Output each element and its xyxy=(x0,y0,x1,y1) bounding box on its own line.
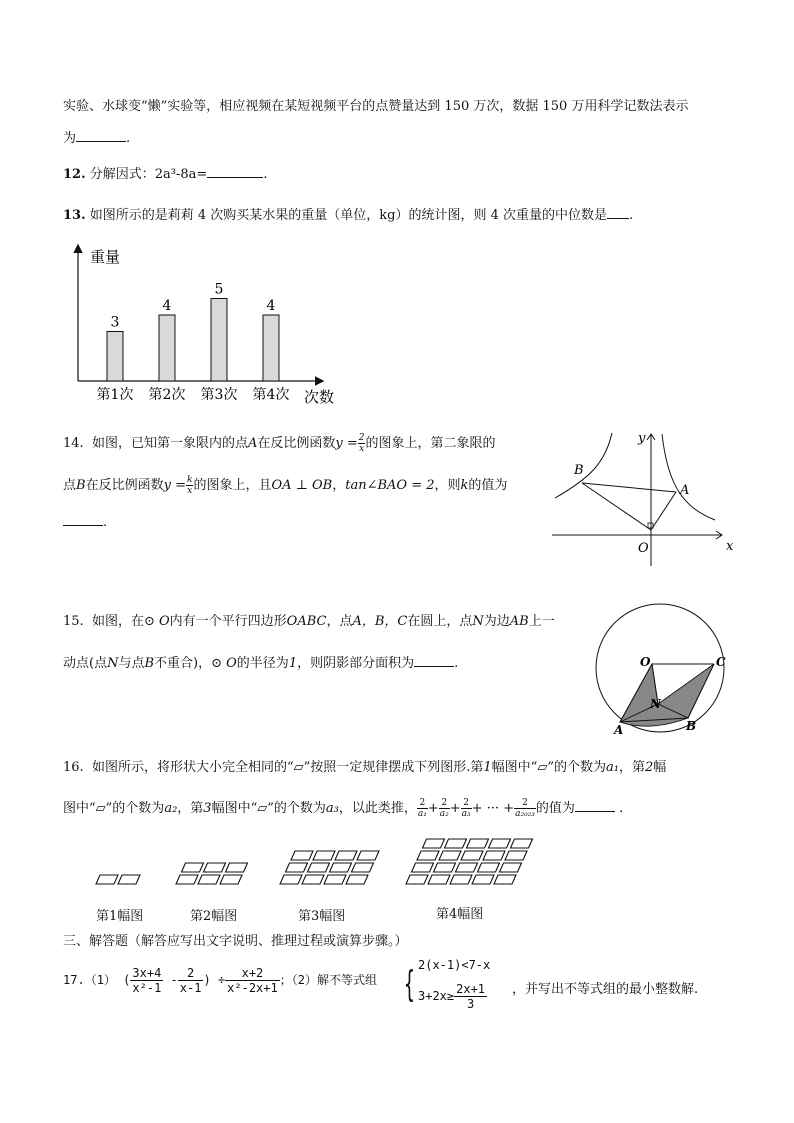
bar-value-label: 4 xyxy=(162,298,172,314)
parallelogram-fig4 xyxy=(456,863,478,872)
answer-blank[interactable] xyxy=(414,654,454,667)
fraction: $\frac{2}{\text{a₂}}$ xyxy=(439,798,449,819)
fraction: $\frac{3x+4}{\text{x²-1}}$ xyxy=(132,966,162,995)
bar-4 xyxy=(263,315,279,381)
parallelogram-fig3 xyxy=(352,863,374,872)
question-17: 17.（1） ( $\frac{3x+4}{\text{x²-1}}$ - $\frac{2}{x-1}$ ) ÷ $\frac{x+2}{\text{x²-2x+1}}$ ；（2）解不等式组 xyxy=(63,966,377,995)
parallelogram-fig4 xyxy=(406,875,428,884)
fraction: $\frac{k}{x}$ xyxy=(186,475,193,496)
svg-text:x: x xyxy=(726,539,734,554)
inequality-2: 3+2x≥ $\frac{2x+1}{3}$ xyxy=(418,982,486,1011)
parallelogram-fig4 xyxy=(439,851,461,860)
y-axis-label: 重量 xyxy=(90,248,121,266)
caption-fig2: 第2幅图 xyxy=(190,909,238,924)
parallelogram-fig2 xyxy=(220,875,242,884)
fraction: $\frac{2}{\text{a₂₀₂₃}}$ xyxy=(515,798,535,819)
answer-blank[interactable] xyxy=(76,129,126,142)
question-14-line1: 14. 如图，已知第一象限内的点A在反比例函数y = $\frac{2}{x}$ 的图象上，第二象限的 xyxy=(63,433,496,454)
bar-1 xyxy=(107,332,123,382)
svg-text:A: A xyxy=(614,723,624,737)
question-15-line2: 动点(点N与点B不重合)，⊙ O的半径为1，则阴影部分面积为 . xyxy=(63,656,459,671)
bar-2 xyxy=(159,315,175,381)
parallelogram-fig3 xyxy=(308,863,330,872)
parallelogram-fig2 xyxy=(204,863,226,872)
parallelogram-fig4 xyxy=(423,839,445,848)
question-14-line3: . xyxy=(63,513,107,530)
category-label: 第3次 xyxy=(200,387,238,403)
x-axis-label: 次数 xyxy=(304,388,335,406)
answer-blank[interactable] xyxy=(207,165,263,178)
parallelogram-fig1 xyxy=(96,875,118,884)
parallelogram-fig4 xyxy=(489,839,511,848)
fraction: $\frac{2}{\text{a₃}}$ xyxy=(461,798,471,819)
parallelogram-fig3 xyxy=(313,851,335,860)
parallelogram-fig4 xyxy=(494,875,516,884)
q13-text: 如图所示的是莉莉 4 次购买某水果的重量（单位，kg）的统计图，则 4 次重量的中位数是 xyxy=(89,208,608,223)
svg-text:B: B xyxy=(574,463,584,478)
bar-value-label: 5 xyxy=(214,281,224,298)
bar-value-label: 3 xyxy=(110,314,120,331)
parallelogram-fig4 xyxy=(434,863,456,872)
category-label: 第1次 xyxy=(96,387,134,403)
parallelogram-fig1 xyxy=(118,875,140,884)
parallelogram-fig4 xyxy=(428,875,450,884)
fraction: $\frac{x+2}{\text{x²-2x+1}}$ xyxy=(227,966,278,995)
inequality-1: 2(x-1)<7-x xyxy=(418,958,491,972)
parallelogram-fig3 xyxy=(291,851,313,860)
question-12: 12. 分解因式：2a³-8a= . xyxy=(63,167,268,182)
parallelogram-fig2 xyxy=(226,863,248,872)
parallelogram-fig4 xyxy=(467,839,489,848)
fraction: $\frac{2}{\text{a₁}}$ xyxy=(417,798,427,819)
q14-figure xyxy=(550,428,740,568)
q12-text: 分解因式：2a³-8a= xyxy=(89,167,208,182)
parallelogram-fig4 xyxy=(483,851,505,860)
parallelogram-fig4 xyxy=(478,863,500,872)
parallelogram-fig4 xyxy=(500,863,522,872)
fraction: $\frac{2}{x-1}$ xyxy=(179,966,202,995)
svg-text:A: A xyxy=(680,483,690,498)
question-15-line1: 15. 如图，在⊙ O内有一个平行四边形OABC，点A，B，C在圆上，点N为边AB上一 xyxy=(63,614,555,629)
question-14-line2: 点B在反比例函数y = $\frac{k}{x}$ 的图象上，且OA ⊥ OB，tan∠BAO = 2，则k的值为 xyxy=(63,475,508,496)
category-label: 第4次 xyxy=(252,387,290,403)
parallelogram-fig3 xyxy=(346,875,368,884)
parallelogram-fig4 xyxy=(505,851,527,860)
parallelogram-fig3 xyxy=(330,863,352,872)
curve-2-over-x xyxy=(662,434,715,520)
category-label: 第2次 xyxy=(148,387,186,403)
parallelogram-fig3 xyxy=(280,875,302,884)
parallelogram-fig3 xyxy=(335,851,357,860)
question-16-line1: 16. 如图所示，将形状大小完全相同的“▱”按照一定规律摆成下列图形.第1幅图中“▱”的个数为a₁，第2幅 xyxy=(63,760,667,775)
section-3-title: 三、解答题（解答应写出文字说明、推理过程或演算步骤。） xyxy=(63,934,408,949)
parallelogram-fig2 xyxy=(198,875,220,884)
parallelogram-fig4 xyxy=(450,875,472,884)
q11-line2: 为 . xyxy=(63,131,131,146)
svg-text:y: y xyxy=(638,431,646,446)
answer-blank[interactable] xyxy=(575,799,615,812)
parallelogram-fig3 xyxy=(286,863,308,872)
fraction: $\frac{2}{x}$ xyxy=(358,433,365,454)
svg-text:O: O xyxy=(638,541,649,556)
parallelogram-fig3 xyxy=(302,875,324,884)
svg-text:B: B xyxy=(686,719,697,733)
parallelogram-fig4 xyxy=(472,875,494,884)
svg-text:O: O xyxy=(640,655,651,669)
fraction: $\frac{2x+1}{3}$ xyxy=(456,982,486,1011)
parallelogram-fig3 xyxy=(324,875,346,884)
caption-fig4: 第4幅图 xyxy=(436,907,484,922)
parallelogram-fig2 xyxy=(182,863,204,872)
answer-blank[interactable] xyxy=(63,513,103,526)
brace: { xyxy=(404,964,415,1005)
caption-fig1: 第1幅图 xyxy=(96,909,144,924)
parallelogram-fig4 xyxy=(417,851,439,860)
bar-3 xyxy=(211,299,227,382)
caption-fig3: 第3幅图 xyxy=(298,909,346,924)
question-13: 13. 如图所示的是莉莉 4 次购买某水果的重量（单位，kg）的统计图，则 4 次重量的中位数是 . xyxy=(63,208,634,223)
question-16-line2: 图中“▱”的个数为a₂，第3幅图中“▱”的个数为a₃，以此类推， $\frac{2}{\text{a₁}}$ + $\frac{2}{\text{a₂}}$ + $\frac{2}{\text{a₃}}$ + ··· + $\frac{2}{\text{a₂₀₂₃}}$ 的值为 . xyxy=(63,798,624,819)
parallelogram-fig4 xyxy=(412,863,434,872)
parallelogram-fig2 xyxy=(176,875,198,884)
q13-bar-chart xyxy=(60,240,360,410)
parallelogram-fig3 xyxy=(357,851,379,860)
svg-text:N: N xyxy=(650,697,661,711)
bar-value-label: 4 xyxy=(266,298,276,314)
q16-pattern-figure xyxy=(90,826,560,892)
parallelogram-fig4 xyxy=(461,851,483,860)
q11-line1: 实验、水球变“懒”实验等，相应视频在某短视频平台的点赞量达到 150 万次，数据 150 万用科学记数法表示 xyxy=(63,99,689,114)
q15-figure xyxy=(590,600,740,740)
parallelogram-fig4 xyxy=(511,839,533,848)
svg-text:C: C xyxy=(716,655,726,669)
parallelogram-fig4 xyxy=(445,839,467,848)
q17-tail: ，并写出不等式组的最小整数解. xyxy=(512,982,699,997)
answer-blank[interactable] xyxy=(607,206,629,219)
